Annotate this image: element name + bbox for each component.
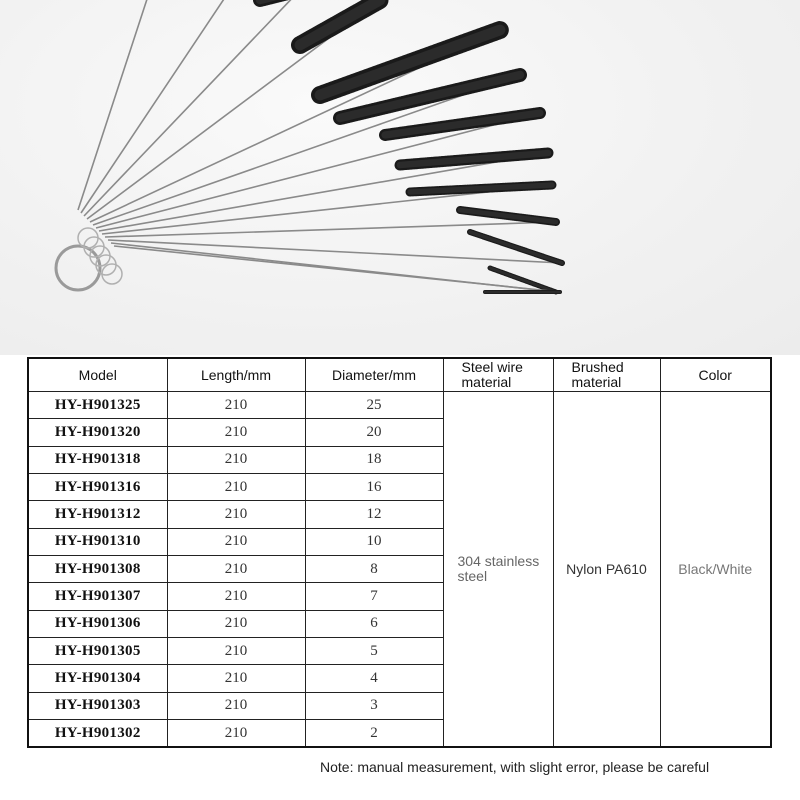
diameter-cell: 18 [305,446,443,473]
table-header-row [28,358,771,392]
length-cell: 210 [167,638,305,665]
header-diameter: Diameter/mm [305,358,443,392]
diameter-cell: 25 [305,392,443,419]
length-cell: 210 [167,583,305,610]
model-cell: HY-H901312 [28,501,167,528]
brush-1 [78,0,150,210]
table-body [28,392,771,748]
measurement-note: Note: manual measurement, with slight error, please be careful [320,759,710,775]
steel-wire-material-cell: 304 stainless steel [443,392,553,748]
length-cell: 210 [167,556,305,583]
brushed-material-cell: Nylon PA610 [553,392,660,748]
table-row [28,392,771,419]
diameter-cell: 20 [305,419,443,446]
model-cell: HY-H901318 [28,446,167,473]
model-cell: HY-H901325 [28,392,167,419]
diameter-cell: 2 [305,720,443,747]
model-cell: HY-H901308 [28,556,167,583]
brush-10 [105,210,556,237]
diameter-cell: 5 [305,638,443,665]
model-cell: HY-H901320 [28,419,167,446]
length-cell: 210 [167,692,305,719]
length-cell: 210 [167,720,305,747]
brush-fan-illustration [0,0,800,355]
specification-table [27,357,772,748]
length-cell: 210 [167,446,305,473]
model-cell: HY-H901310 [28,528,167,555]
brush-2 [81,0,230,213]
length-cell: 210 [167,501,305,528]
color-cell: Black/White [660,392,771,748]
diameter-cell: 12 [305,501,443,528]
model-cell: HY-H901302 [28,720,167,747]
product-photo-brush-set [0,0,800,355]
diameter-cell: 16 [305,474,443,501]
header-length: Length/mm [167,358,305,392]
diameter-cell: 8 [305,556,443,583]
length-cell: 210 [167,665,305,692]
brush-11 [108,232,562,263]
model-cell: HY-H901303 [28,692,167,719]
length-cell: 210 [167,419,305,446]
length-cell: 210 [167,610,305,637]
brush-6 [93,75,520,225]
header-brushed-material: Brushed material [553,358,660,392]
model-cell: HY-H901306 [28,610,167,637]
header-color: Color [660,358,771,392]
header-model: Model [28,358,167,392]
length-cell: 210 [167,528,305,555]
diameter-cell: 7 [305,583,443,610]
diameter-cell: 4 [305,665,443,692]
model-cell: HY-H901305 [28,638,167,665]
header-steel-wire-material: Steel wire material [443,358,553,392]
model-cell: HY-H901304 [28,665,167,692]
diameter-cell: 10 [305,528,443,555]
model-cell: HY-H901316 [28,474,167,501]
brush-4 [87,0,380,219]
length-cell: 210 [167,474,305,501]
model-cell: HY-H901307 [28,583,167,610]
diameter-cell: 3 [305,692,443,719]
diameter-cell: 6 [305,610,443,637]
length-cell: 210 [167,392,305,419]
